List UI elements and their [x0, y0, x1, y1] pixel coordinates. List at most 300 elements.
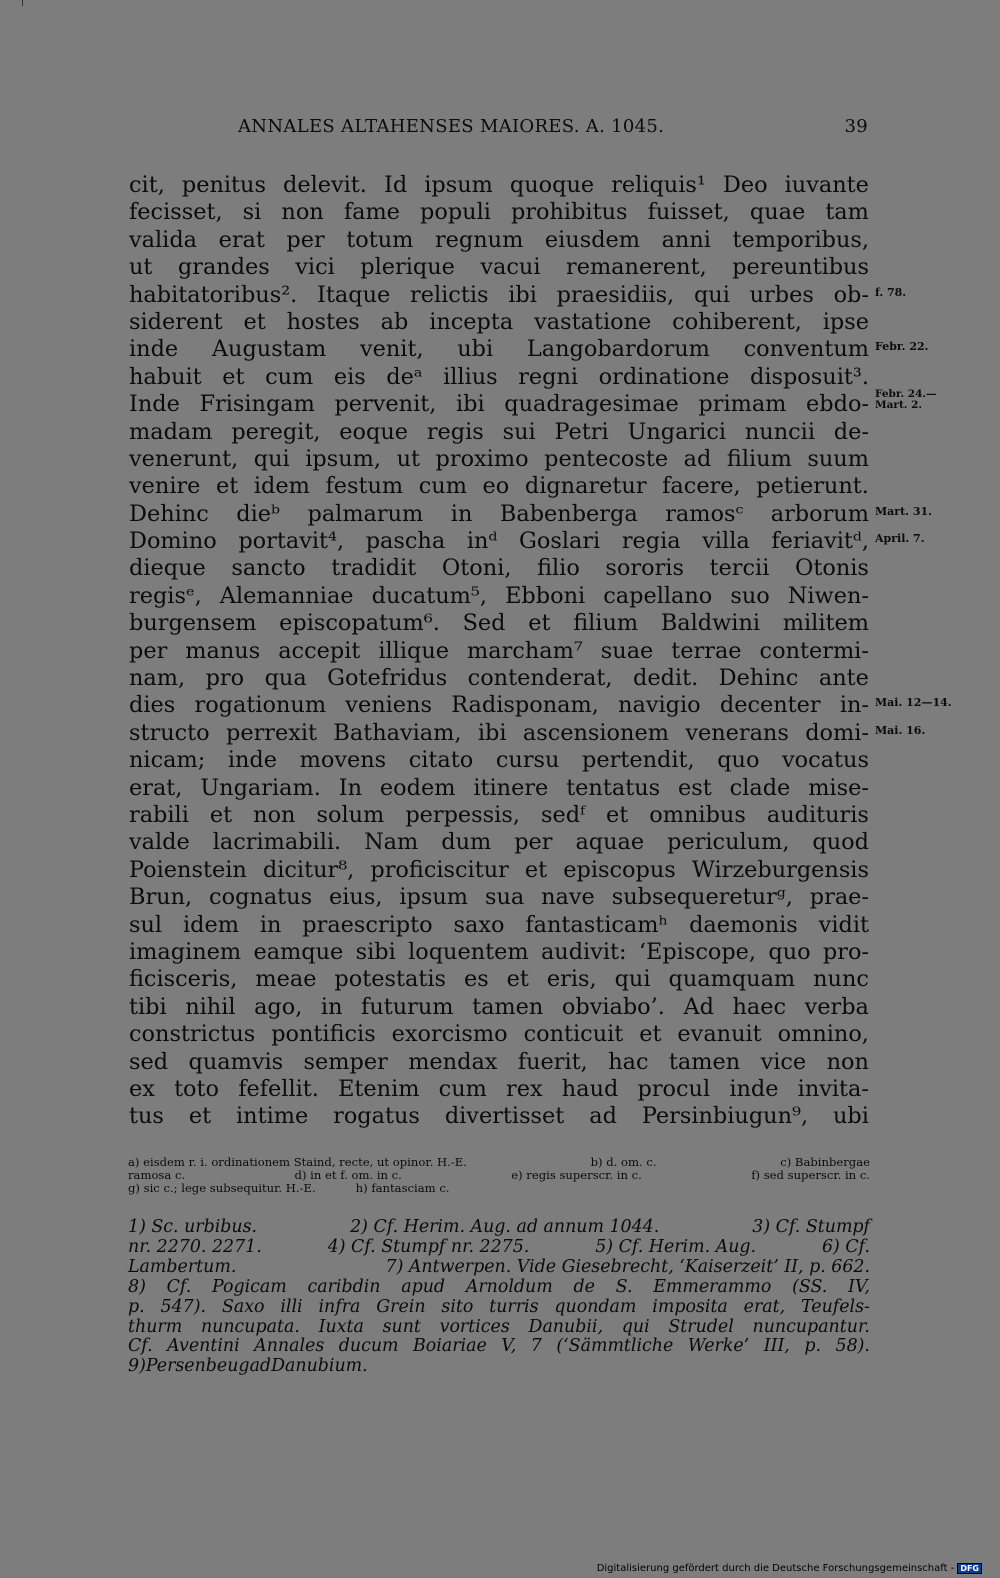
- word: Etenim: [338, 1075, 420, 1102]
- word: penitus: [181, 172, 266, 198]
- word: dignaretur: [524, 473, 647, 500]
- word: p.: [128, 1296, 145, 1317]
- text-line: [129, 802, 869, 829]
- word: intime: [235, 1103, 309, 1130]
- scan-mark: [22, 0, 23, 6]
- word: arborum: [770, 500, 869, 527]
- word: pereuntibus: [732, 254, 869, 281]
- word: verba: [804, 993, 869, 1020]
- word: ex: [129, 1075, 155, 1102]
- word: inde: [129, 336, 179, 363]
- footnote-line: [128, 1218, 870, 1238]
- word: populi: [420, 199, 491, 226]
- word: clade: [729, 774, 791, 801]
- word: filium: [726, 445, 792, 472]
- margin-date-note: Mai. 12—14.: [875, 696, 952, 710]
- text-line: [129, 199, 869, 226]
- word: et: [243, 308, 266, 335]
- apparatus-entry: g) sic c.; lege subsequitur. H.-E.: [128, 1181, 316, 1195]
- text-line: [129, 1021, 869, 1048]
- word: venerunt,: [129, 445, 239, 472]
- word: prohibitus: [510, 199, 628, 226]
- word: et: [188, 1103, 212, 1130]
- text-line: [129, 172, 869, 199]
- word: quondam: [554, 1296, 637, 1317]
- word: ubi: [457, 336, 494, 363]
- word: Radisponam,: [451, 692, 599, 719]
- word: Emmerammo: [653, 1276, 772, 1297]
- footnote-entry: 4) Cf. Stumpf nr. 2275.: [327, 1236, 530, 1257]
- running-title: ANNALES ALTAHENSES MAIORES. A. 1045.: [238, 116, 665, 137]
- word: remanerent,: [566, 254, 707, 281]
- footnote-entry: 1) Sc. urbibus.: [128, 1217, 258, 1237]
- word: temporibus,: [732, 226, 869, 253]
- word: dies: [129, 692, 176, 719]
- word: daemonis: [689, 911, 798, 938]
- word: cognatus: [209, 884, 313, 911]
- word: manus: [185, 637, 261, 664]
- word: regni: [518, 363, 579, 390]
- word: Grein: [376, 1296, 426, 1317]
- word: conventum: [743, 336, 869, 363]
- word: rogationum: [194, 692, 327, 719]
- apparatus-entry: b) d. om. c.: [590, 1155, 657, 1169]
- word: non: [253, 801, 296, 828]
- margin-date-note: April. 7.: [875, 532, 925, 546]
- footnote-entry: nr. 2270. 2271.: [128, 1236, 262, 1257]
- word: tamen: [472, 993, 544, 1020]
- word: nuncupata.: [200, 1316, 300, 1337]
- word: 9): [128, 1356, 146, 1377]
- word: nicam;: [129, 747, 206, 774]
- word: Itaque: [317, 281, 391, 308]
- word: proficiscitur: [370, 856, 509, 883]
- word: Cf.: [128, 1336, 153, 1357]
- word: mendax: [408, 1048, 498, 1075]
- word: Langobardorum: [526, 336, 710, 363]
- word: Arnoldum: [465, 1276, 553, 1297]
- word: venire: [129, 473, 201, 500]
- text-line: [129, 966, 869, 993]
- word: vacui: [480, 254, 541, 281]
- apparatus-entry: ramosa c.: [128, 1168, 186, 1182]
- word: de-: [833, 418, 869, 445]
- word: fuerit,: [517, 1048, 588, 1075]
- margin-date-note: Febr. 24.— Mart. 2.: [875, 388, 937, 412]
- word: facere,: [662, 473, 741, 500]
- word: ducatum⁵,: [371, 582, 488, 609]
- text-line: [129, 500, 932, 528]
- word: madam: [129, 418, 213, 445]
- word: non: [281, 199, 324, 226]
- word: praesidiis,: [556, 281, 675, 308]
- word: quod: [812, 829, 869, 856]
- word: Sed: [462, 610, 506, 637]
- word: imaginem: [129, 938, 242, 965]
- word: movens: [299, 747, 387, 774]
- text-line: [129, 638, 869, 665]
- word: venerans: [685, 719, 789, 746]
- word: festum: [325, 473, 404, 500]
- word: eo: [482, 473, 510, 500]
- word: 7: [530, 1336, 542, 1357]
- text-line: [129, 446, 869, 473]
- word: Otonis: [794, 555, 869, 582]
- word: tus: [129, 1103, 164, 1130]
- word: deᵃ: [386, 363, 423, 390]
- word: veniens: [345, 692, 432, 719]
- text-line: [129, 1049, 869, 1076]
- text-line: [129, 719, 926, 747]
- word: et: [528, 610, 551, 637]
- word: ob-: [833, 281, 869, 308]
- word: Deo: [722, 172, 768, 198]
- word: non: [826, 1048, 869, 1075]
- word: episcopatum⁶.: [279, 610, 440, 637]
- text-line: [129, 747, 869, 774]
- word: thurm: [128, 1316, 183, 1337]
- word: sororis: [605, 555, 684, 582]
- word: sui: [502, 418, 536, 445]
- word: nam,: [129, 665, 186, 692]
- word: et: [639, 1021, 662, 1048]
- word: eis: [333, 363, 366, 390]
- word: Domino: [129, 528, 217, 555]
- word: ascensionem: [522, 719, 669, 746]
- text-line: [129, 254, 869, 281]
- word: Danubii,: [528, 1316, 603, 1337]
- word: IV,: [848, 1276, 870, 1297]
- word: ad: [683, 445, 712, 472]
- word: pervenit,: [334, 391, 437, 418]
- word: valde: [129, 829, 190, 856]
- word: regisᵉ,: [129, 582, 202, 609]
- word: Ebboni: [505, 582, 586, 609]
- word: eius,: [329, 884, 383, 911]
- word: toto: [174, 1075, 220, 1102]
- word: Saxo: [221, 1296, 265, 1317]
- word: Poienstein: [129, 856, 247, 883]
- word: ad: [589, 1103, 617, 1130]
- word: si: [242, 199, 262, 226]
- word: et: [524, 856, 548, 883]
- footnote-line: [128, 1238, 870, 1258]
- word: anni: [661, 226, 711, 253]
- apparatus-entry: f) sed superscr. in c.: [751, 1168, 870, 1182]
- footnote-line: [128, 1298, 870, 1318]
- word: cursu: [495, 747, 560, 774]
- word: ubi: [833, 1103, 869, 1130]
- word: reliquis¹: [611, 172, 706, 198]
- word: quo: [717, 747, 760, 774]
- word: ad: [249, 1356, 272, 1377]
- word: plerique: [360, 254, 455, 281]
- word: habitatoribus².: [129, 281, 298, 308]
- word: saxo: [453, 911, 505, 938]
- word: sito: [441, 1296, 474, 1317]
- word: (‘Sämmtliche: [556, 1336, 674, 1357]
- word: dieque: [129, 555, 206, 582]
- word: vortices: [439, 1316, 510, 1337]
- word: rex: [506, 1075, 543, 1102]
- word: turris: [489, 1296, 539, 1317]
- word: 8): [128, 1276, 146, 1297]
- word: delevit.: [283, 172, 367, 198]
- word: rabili: [129, 801, 189, 828]
- footnote-entry: Lambertum.: [128, 1256, 237, 1277]
- word: eiusdem: [544, 226, 641, 253]
- apparatus-entry: d) in et f. om. in c.: [294, 1168, 402, 1182]
- word: quadragesimae: [504, 391, 679, 418]
- word: quoque: [509, 172, 595, 198]
- word: sibi: [355, 938, 396, 965]
- word: invita-: [797, 1075, 869, 1102]
- word: tercii: [709, 555, 770, 582]
- word: erat,: [129, 774, 183, 801]
- word: sul: [129, 911, 163, 938]
- word: Dehinc: [129, 500, 209, 527]
- word: Persinbiugun⁹,: [641, 1103, 809, 1130]
- text-line: [129, 912, 869, 939]
- word: Persenbeug: [145, 1356, 250, 1377]
- apparatus-entry: c) Babinbergae: [780, 1155, 870, 1169]
- word: procul: [637, 1075, 711, 1102]
- word: dieᵇ: [236, 500, 280, 527]
- word: Babenberga: [499, 500, 638, 527]
- text-line: [129, 309, 869, 336]
- word: Petri: [554, 418, 609, 445]
- word: idem: [253, 473, 310, 500]
- word: totum: [346, 226, 414, 253]
- text-line: [129, 528, 925, 555]
- word: quae: [749, 199, 806, 226]
- word: illique: [378, 637, 450, 664]
- word: ibi: [508, 281, 537, 308]
- word: In: [338, 774, 363, 801]
- word: perrexit: [226, 719, 318, 746]
- text-line: [129, 419, 869, 446]
- word: qui: [253, 445, 290, 472]
- word: pertendit,: [582, 747, 695, 774]
- word: quamquam: [668, 966, 796, 993]
- footnote-entry: 2) Cf. Herim. Aug. ad annum 1044.: [350, 1217, 660, 1237]
- word: ‘Episcope,: [638, 938, 757, 965]
- word: itinere: [473, 774, 549, 801]
- word: 58).: [835, 1336, 870, 1357]
- word: ibi: [477, 719, 507, 746]
- word: semper: [303, 1048, 388, 1075]
- word: tradidit: [331, 555, 417, 582]
- word: tentatus: [566, 774, 661, 801]
- word: qua: [264, 665, 307, 692]
- word: audituris: [766, 801, 869, 828]
- word: accepit: [278, 637, 361, 664]
- word: illius: [443, 363, 498, 390]
- word: grandes: [177, 254, 270, 281]
- word: Aventini: [167, 1336, 240, 1357]
- word: terrae: [671, 637, 742, 664]
- word: ante: [818, 665, 869, 692]
- text-line: [129, 994, 869, 1021]
- text-line: [129, 1103, 869, 1130]
- word: suum: [807, 445, 869, 472]
- word: inᵈ: [466, 528, 498, 555]
- word: militem: [782, 610, 869, 637]
- text-line: [129, 610, 869, 637]
- margin-date-note: Febr. 22.: [875, 340, 929, 354]
- word: contermi-: [759, 637, 869, 664]
- apparatus-entry: a) eisdem r. i. ordinationem Staind, recte, ut opinor. H.-E.: [128, 1155, 467, 1169]
- word: es: [463, 966, 489, 993]
- word: Boiariae: [413, 1336, 487, 1357]
- text-line: [129, 939, 869, 966]
- main-text: [129, 172, 952, 1131]
- word: Iuxta: [318, 1316, 364, 1337]
- footnote-line: [128, 1357, 870, 1377]
- word: vici: [295, 254, 335, 281]
- word: cum: [265, 363, 314, 390]
- text-line: [129, 884, 869, 911]
- word: Inde: [129, 391, 180, 418]
- word: eamque: [253, 938, 344, 965]
- word: et: [222, 363, 245, 390]
- word: capellano: [603, 582, 713, 609]
- word: incepta: [429, 308, 514, 335]
- footnotes: [128, 1218, 870, 1377]
- word: nunc: [813, 966, 869, 993]
- word: regis: [426, 418, 484, 445]
- word: vidit: [818, 911, 869, 938]
- word: sed: [129, 1048, 169, 1075]
- word: et: [506, 966, 529, 993]
- text-line: [129, 692, 952, 719]
- text-line: [129, 473, 869, 500]
- word: dedit.: [633, 665, 699, 692]
- word: contenderat,: [467, 665, 613, 692]
- word: omnino,: [777, 1021, 869, 1048]
- word: habuit: [129, 363, 202, 390]
- word: vocatus: [782, 747, 869, 774]
- word: futurum: [361, 993, 454, 1020]
- word: Teufels-: [801, 1296, 870, 1317]
- word: in: [450, 500, 473, 527]
- word: fame: [343, 199, 400, 226]
- word: ut: [129, 254, 153, 281]
- word: Otoni,: [441, 555, 512, 582]
- word: Strudel: [668, 1316, 734, 1337]
- word: in: [259, 911, 282, 938]
- word: tam: [825, 199, 869, 226]
- word: siderent: [129, 308, 223, 335]
- word: audivit:: [540, 938, 627, 965]
- word: est: [678, 774, 712, 801]
- footnote-entry: 7) Antwerpen. Vide Giesebrecht, ‘Kaiserzeit’ II, p. 662.: [385, 1256, 870, 1277]
- word: filium: [573, 610, 639, 637]
- word: pro: [205, 665, 245, 692]
- word: iuvante: [784, 172, 869, 198]
- word: pentecoste: [544, 445, 669, 472]
- word: regia: [621, 528, 681, 555]
- footnote-entry: 3) Cf. Stumpf: [752, 1217, 870, 1237]
- text-line: [129, 227, 869, 254]
- footnote-line: [128, 1337, 870, 1357]
- word: primam: [698, 391, 787, 418]
- critical-apparatus: [128, 1156, 870, 1195]
- word: burgensem: [129, 610, 257, 637]
- word: domi-: [805, 719, 869, 746]
- word: vice: [760, 1048, 807, 1075]
- word: qui: [693, 281, 730, 308]
- word: eoque: [339, 418, 409, 445]
- word: et: [209, 801, 233, 828]
- word: Danubium.: [271, 1356, 368, 1377]
- footnote-line: [128, 1278, 870, 1298]
- word: marcham⁷: [467, 637, 583, 664]
- word: inde: [227, 747, 278, 774]
- word: peregit,: [231, 418, 321, 445]
- word: Id: [383, 172, 408, 198]
- word: Nam: [364, 829, 419, 856]
- footnote-entry: 5) Cf. Herim. Aug.: [595, 1236, 757, 1257]
- word: Alemanniae: [219, 582, 354, 609]
- text-line: [129, 364, 869, 391]
- word: mise-: [808, 774, 869, 801]
- text-line: [129, 388, 937, 418]
- word: ipsum,: [305, 445, 382, 472]
- word: praescripto: [302, 911, 433, 938]
- word: eris,: [546, 966, 597, 993]
- word: proximo: [435, 445, 529, 472]
- word: per: [286, 226, 325, 253]
- word: qui: [621, 1316, 650, 1337]
- word: conticuit: [523, 1021, 624, 1048]
- word: sancto: [231, 555, 306, 582]
- word: Wirzeburgensis: [691, 856, 869, 883]
- word: subsequereturᵍ,: [611, 884, 793, 911]
- margin-date-note: Mai. 16.: [875, 723, 926, 737]
- text-line: [129, 555, 869, 582]
- word: p.: [804, 1336, 822, 1357]
- word: Ad: [683, 993, 714, 1020]
- word: sunt: [382, 1316, 421, 1337]
- word: omnibus: [649, 801, 746, 828]
- word: nihil: [185, 993, 236, 1020]
- word: ibi: [455, 391, 485, 418]
- word: in: [320, 993, 343, 1020]
- word: hac: [608, 1048, 649, 1075]
- word: suae: [600, 637, 654, 664]
- word: disposuit³.: [749, 363, 869, 390]
- word: qui: [614, 966, 651, 993]
- word: divertisset: [444, 1103, 565, 1130]
- text-line: [129, 281, 907, 309]
- word: structo: [129, 719, 210, 746]
- word: V,: [501, 1336, 517, 1357]
- word: fecisset,: [129, 199, 223, 226]
- word: citato: [408, 747, 474, 774]
- word: haud: [561, 1075, 619, 1102]
- word: de: [573, 1276, 595, 1297]
- word: ramosᶜ: [665, 500, 744, 527]
- word: Niwen-: [787, 582, 869, 609]
- word: ducum: [338, 1336, 399, 1357]
- margin-date-note: Mart. 31.: [875, 504, 932, 518]
- word: Annales: [254, 1336, 325, 1357]
- word: meae: [255, 966, 317, 993]
- word: filio: [537, 555, 580, 582]
- text-line: [129, 583, 869, 610]
- word: cit,: [129, 172, 165, 198]
